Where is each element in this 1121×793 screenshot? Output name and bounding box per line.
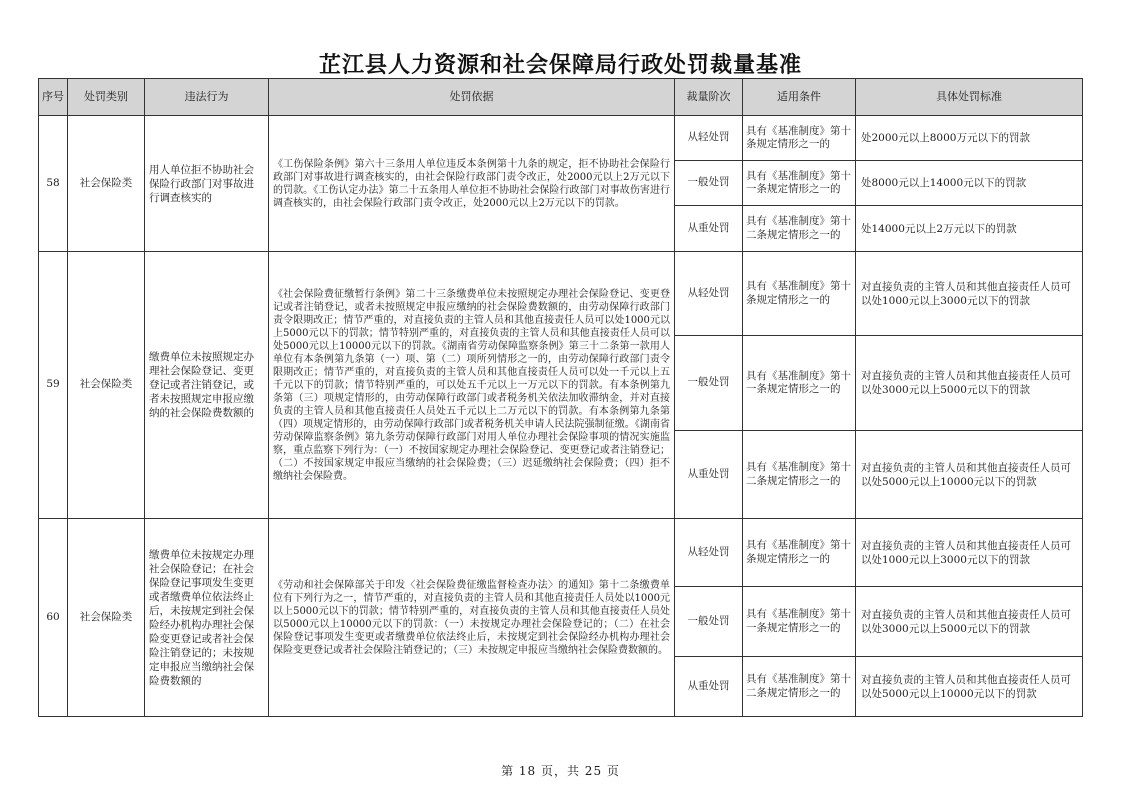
discretion-level: 一般处罚 <box>675 161 743 206</box>
penalty-standard: 处2000元以上8000万元以下的罚款 <box>856 116 1083 161</box>
applicable-condition: 具有《基准制度》第十条规定情形之一的 <box>743 116 856 161</box>
applicable-condition: 具有《基准制度》第十条规定情形之一的 <box>743 519 856 587</box>
applicable-condition: 具有《基准制度》第十二条规定情形之一的 <box>743 431 856 519</box>
penalty-standard: 处8000元以上14000元以下的罚款 <box>856 161 1083 206</box>
header-cell: 处罚类别 <box>68 79 145 116</box>
violation-act: 缴费单位未按规定办理社会保险登记；在社会保险登记事项发生变更或者缴费单位依法终止后，未按规定到社会保险经办机构办理社会保险变更登记或者社会保险注销登记的；未按规定申报应当缴纳社会保险费数额的 <box>145 519 269 717</box>
discretion-level: 一般处罚 <box>675 336 743 431</box>
applicable-condition: 具有《基准制度》第十二条规定情形之一的 <box>743 206 856 252</box>
header-cell: 处罚依据 <box>269 79 675 116</box>
penalty-standard: 对直接负责的主管人员和其他直接责任人员可以处1000元以上3000元以下的罚款 <box>856 252 1083 336</box>
discretion-level: 从轻处罚 <box>675 116 743 161</box>
table-header-row <box>39 79 1083 116</box>
penalty-standard: 对直接负责的主管人员和其他直接责任人员可以处5000元以上10000元以下的罚款 <box>856 657 1083 717</box>
header-cell: 序号 <box>39 79 68 116</box>
row-number: 60 <box>39 519 68 717</box>
discretion-level: 一般处罚 <box>675 587 743 657</box>
applicable-condition: 具有《基准制度》第十二条规定情形之一的 <box>743 657 856 717</box>
violation-act: 用人单位拒不协助社会保险行政部门对事故进行调查核实的 <box>145 116 269 252</box>
row-number: 58 <box>39 116 68 252</box>
page-footer: 第 18 页，共 25 页 <box>501 764 620 778</box>
violation-act: 缴费单位未按照规定办理社会保险登记、变更登记或者注销登记，或者未按照规定申报应缴纳的社会保险费数额的 <box>145 252 269 519</box>
applicable-condition: 具有《基准制度》第十一条规定情形之一的 <box>743 161 856 206</box>
discretion-level: 从重处罚 <box>675 206 743 252</box>
discretion-level: 从轻处罚 <box>675 519 743 587</box>
discretion-level: 从重处罚 <box>675 431 743 519</box>
penalty-table <box>38 78 1083 717</box>
penalty-category: 社会保险类 <box>68 519 145 717</box>
penalty-category: 社会保险类 <box>68 252 145 519</box>
table-row <box>39 116 1083 161</box>
table-row <box>39 252 1083 336</box>
discretion-level: 从重处罚 <box>675 657 743 717</box>
header-cell: 适用条件 <box>743 79 856 116</box>
page-title: 芷江县人力资源和社会保障局行政处罚裁量基准 <box>318 53 802 78</box>
penalty-standard: 对直接负责的主管人员和其他直接责任人员可以处3000元以上5000元以下的罚款 <box>856 336 1083 431</box>
penalty-basis: 《劳动和社会保障部关于印发〈社会保险费征缴监督检查办法〉的通知》第十二条缴费单位有下列行为之一，情节严重的，对直接负责的主管人员和其他直接责任人员处以1000元以上5000元以下的罚款；情节特别严重的，对直接负责的主管人员和其他直接责任人员处以5000元以上10000元以下的罚款：（一）未按规定办理社会保险登记的；（二）在社会保险登记事项发生变更或者缴费单位依法终止后，未按规定到社会保险经办机构办理社会保险变更登记或者社会保险注销登记的；（三）未按规定申报应当缴纳社会保险费数额的。 <box>269 519 675 717</box>
header-cell: 具体处罚标准 <box>856 79 1083 116</box>
table-row <box>39 519 1083 587</box>
penalty-standard: 对直接负责的主管人员和其他直接责任人员可以处3000元以上5000元以下的罚款 <box>856 587 1083 657</box>
penalty-basis: 《工伤保险条例》第六十三条用人单位违反本条例第十九条的规定，拒不协助社会保险行政部门对事故进行调查核实的，由社会保险行政部门责令改正，处2000元以上2万元以下的罚款。《工伤认定办法》第二十五条用人单位拒不协助社会保险行政部门对事故伤害进行调查核实的，由社会保险行政部门责令改正，处2000元以上2万元以下的罚款。 <box>269 116 675 252</box>
applicable-condition: 具有《基准制度》第十一条规定情形之一的 <box>743 336 856 431</box>
penalty-standard: 对直接负责的主管人员和其他直接责任人员可以处5000元以上10000元以下的罚款 <box>856 431 1083 519</box>
penalty-standard: 对直接负责的主管人员和其他直接责任人员可以处1000元以上3000元以下的罚款 <box>856 519 1083 587</box>
discretion-level: 从轻处罚 <box>675 252 743 336</box>
row-number: 59 <box>39 252 68 519</box>
penalty-basis: 《社会保险费征缴暂行条例》第二十三条缴费单位未按照规定办理社会保险登记、变更登记或者注销登记，或者未按照规定申报应缴纳的社会保险费数额的，由劳动保障行政部门责令限期改正；情节严重的，对直接负责的主管人员和其他直接责任人员可以处1000元以上5000元以下的罚款；情节特别严重的，对直接负责的主管人员和其他直接责任人员可以处5000元以上10000元以下的罚款。《湖南省劳动保障监察条例》第三十二条第一款用人单位有本条例第九条第（一）项、第（二）项所列情形之一的，由劳动保障行政部门责令限期改正；情节严重的，对直接负责的主管人员和其他直接责任人员可以处一千元以上五千元以下的罚款；情节特别严重的，可以处五千元以上一万元以下的罚款。有本条例第九条第（三）项规定情形的，由劳动保障行政部门或者税务机关依法加收滞纳金，并对直接负责的主管人员和其他直接责任人员处五千元以上二万元以下的罚款。有本条例第九条第（四）项规定情形的，由劳动保障行政部门或者税务机关申请人民法院强制征缴。《湖南省劳动保障监察条例》第九条劳动保障行政部门对用人单位办理社会保险事项的情况实施监察，重点监察下列行为：（一）不按国家规定办理社会保险登记、变更登记或者注销登记；（二）不按国家规定申报应当缴纳的社会保险费；（三）迟延缴纳社会保险费；（四）拒不缴纳社会保险费。 <box>269 252 675 519</box>
header-cell: 裁量阶次 <box>675 79 743 116</box>
penalty-category: 社会保险类 <box>68 116 145 252</box>
applicable-condition: 具有《基准制度》第十条规定情形之一的 <box>743 252 856 336</box>
applicable-condition: 具有《基准制度》第十一条规定情形之一的 <box>743 587 856 657</box>
header-cell: 违法行为 <box>145 79 269 116</box>
penalty-standard: 处14000元以上2万元以下的罚款 <box>856 206 1083 252</box>
